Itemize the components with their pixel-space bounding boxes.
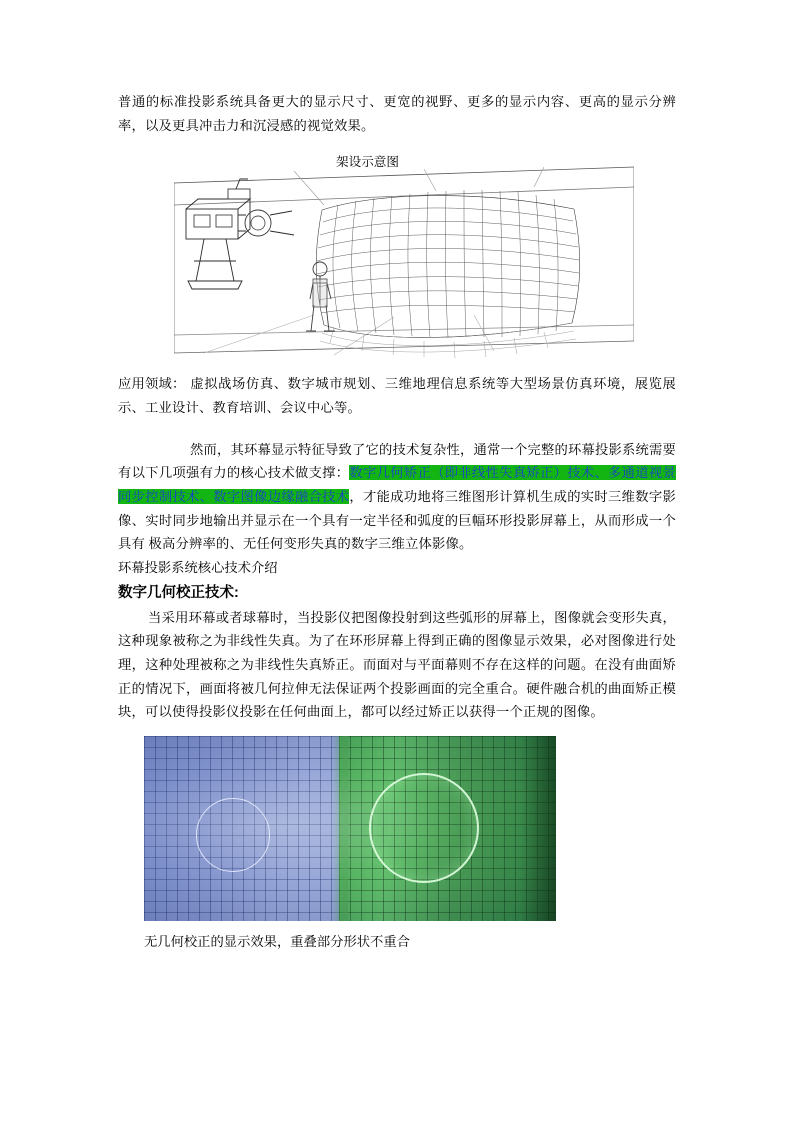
- application-fields-text: 虚拟战场仿真、数字城市规划、三维地理信息系统等大型场景仿真环境，展览展示、工业设计、教育培训、会议中心等。: [118, 376, 676, 415]
- figure-2-caption: 无几何校正的显示效果，重叠部分形状不重合: [144, 933, 410, 949]
- figure-grid-overlap: [144, 736, 556, 921]
- paragraph-core-technologies: [118, 438, 676, 556]
- figure-1-caption: 架设示意图: [336, 155, 399, 170]
- section-subtitle: 环幕投影系统核心技术介绍: [118, 559, 278, 575]
- geometry-correction-text: 当采用环幕或者球幕时，当投影仪把图像投射到这些弧形的屏幕上，图像就会变形失真，这种现象被称之为非线性失真。为了在环形屏幕上得到正确的图像显示效果，必对图像进行处理，这种处理被称之为非线性失真矫正。而面对与平面幕则不存在这样的问题。在没有曲面矫正的情况下，画面将被几何拉伸无法保证两个投影画面的完全重合。硬件融合机的曲面矫正模块，可以使得投影仪投影在任何曲面上，都可以经过矫正以获得一个正规的图像。: [118, 609, 676, 720]
- paragraph-geometry-correction: [118, 606, 676, 724]
- standing-person-icon: [306, 262, 335, 331]
- core-tech-text-after: ，才能成功地将三维图形计算机生成的实时三维数字影像、实时同步地输出并显示在一个具有一定半径和弧度的巨幅环形投影屏幕上，从而形成一个具有 极高分辨率的、无任何变形失真的数字三维立体影像。: [118, 488, 676, 552]
- figure-2-image: [144, 736, 556, 921]
- overlap-circle-icon: [196, 798, 270, 872]
- projector-rig-icon: [186, 179, 294, 289]
- core-tech-highlight: 数字几何矫正（即非线性失真矫正）技术、多通道视景同步控制技术、数字图像边缘融合技术: [118, 465, 676, 504]
- section-heading-geometry-correction: 数字几何校正技术:: [118, 584, 239, 601]
- figure-projection-setup: [118, 151, 676, 366]
- right-shadow: [520, 736, 556, 921]
- overlap-circle-secondary-icon: [369, 773, 479, 883]
- paragraph-intro: 普通的标准投影系统具备更大的显示尺寸、更宽的视野、更多的显示内容、更高的显示分辨率，以及更具冲击力和沉浸感的视觉效果。: [118, 94, 676, 133]
- core-tech-text-before: 然而，其环幕显示特征导致了它的技术复杂性，通常一个完整的环幕投影系统需要有以下几项强有力的核心技术做支撑：: [118, 441, 676, 481]
- paragraph-application-fields: [118, 372, 676, 419]
- application-fields-label: 应用领域：: [118, 376, 186, 392]
- curved-screen-icon: [174, 165, 634, 363]
- figure-1-image: [174, 165, 634, 363]
